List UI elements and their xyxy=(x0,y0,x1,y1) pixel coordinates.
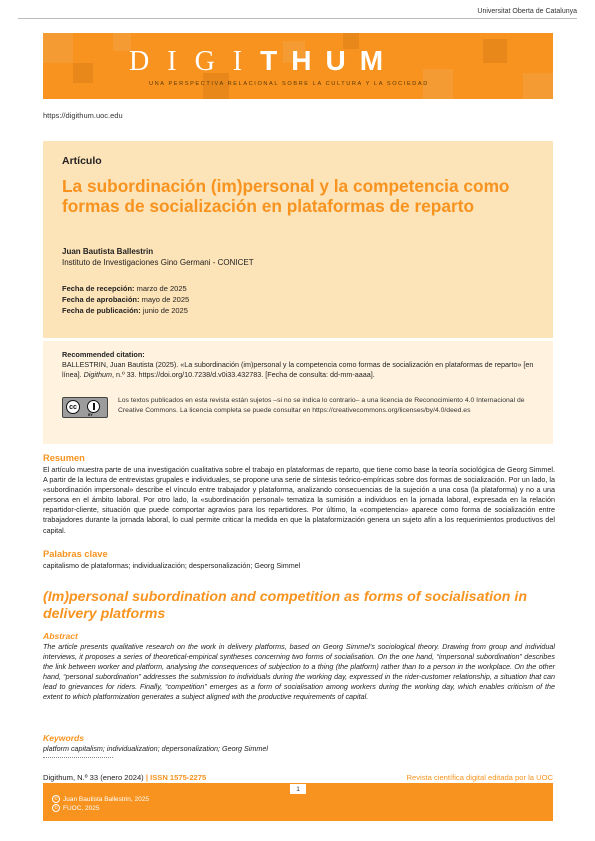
author-name: Juan Bautista Ballestrin xyxy=(62,247,154,256)
copyright-icon: © xyxy=(52,795,60,803)
resumen-heading: Resumen xyxy=(43,453,85,463)
citation-text: BALLESTRIN, Juan Bautista (2025). «La subordinación (im)personal y la competencia como formas de socialización en plataformas de reparto» [en línea]. Digithum, n.º 33. https://doi.org/10.7238/d.v0i33.432783. [Fecha de consulta: dd-mm-aaaa]. xyxy=(62,360,534,380)
citation-heading: Recommended citation: xyxy=(62,350,145,359)
date-approved: Fecha de aprobación: mayo de 2025 xyxy=(62,295,190,305)
copyright-icon: © xyxy=(52,804,60,812)
by-label: BY xyxy=(88,413,93,417)
dotted-divider xyxy=(43,757,113,758)
keywords-en-heading: Keywords xyxy=(43,733,85,743)
resumen-text: El artículo muestra parte de una investigación cualitativa sobre el trabajo en plataformas de reparto, que tiene como base la teoría sociológica de Georg Simmel. A partir de la lectura de entrevistas grupales e individuales, se propone una serie de síntesis teórico-empíricas sobre dos formas de socialización. Por un lado, la «subordinación impersonal» describe el vínculo entre trabajador y plataforma, analizando consecuencias de la sujeción a una cosa (la plataforma) y no a una persona en el ámbito laboral. Por otro lado, la «subordinación personal» tematiza la sumisión a individuos en la jornada laboral, expresada en la relación repartidor-cliente, situación que puede comportar agravios para los repartidores. Por último, la «competencia» aparece como forma de socialización entre trabajadores durante la jornada laboral, lo cual permite criticar la medida en que la plataformización genera un sujeto afín a los requerimientos productivos del capital. xyxy=(43,465,555,535)
journal-banner xyxy=(43,33,553,99)
license-text: Los textos publicados en esta revista están sujetos –si no se indica lo contrario– a una licencia de Reconocimiento 4.0 Internacional de Creative Commons. La licencia completa se puede consultar en https://creativecommons.org/licenses/by/4.0/deed.es xyxy=(118,397,525,414)
abstract-heading: Abstract xyxy=(43,631,78,641)
keywords-es-heading: Palabras clave xyxy=(43,549,108,559)
article-title: La subordinación (im)personal y la competencia como formas de socialización en plataformas de reparto xyxy=(62,176,510,216)
institution-name: Universitat Oberta de Catalunya xyxy=(477,8,577,15)
copyright-notice: © Juan Bautista Ballestrin, 2025 © FUOC, 2025 xyxy=(52,795,149,813)
article-type-label: Artículo xyxy=(62,155,102,167)
article-dates xyxy=(62,283,189,317)
keywords-en: platform capitalism; individualization; depersonalization; Georg Simmel xyxy=(43,744,268,753)
date-published: Fecha de publicación: junio de 2025 xyxy=(62,306,188,316)
page-number: 1 xyxy=(289,783,307,795)
journal-url-link[interactable]: https://digithum.uoc.edu xyxy=(43,111,123,120)
journal-logo: DIGITHUM xyxy=(129,45,398,77)
author-affiliation: Instituto de Investigaciones Gino Germani - CONICET xyxy=(62,258,254,267)
date-received: Fecha de recepción: marzo de 2025 xyxy=(62,284,187,293)
abstract-text: The article presents qualitative research on the work in delivery platforms, based on Georg Simmel’s sociological theory. Drawing from group and individual interviews, it proposes a series of theoretical-empirical syntheses concerning two forms of socialisation. On the one hand, “impersonal subordination” describes the link between worker and platform, analysing the consequences of subjection to a thing (the platform) rather than to a person in the workplace. On the other hand, “personal subordination” addresses the submission to individuals during the working day, expressed in the rider-customer relationship, a situation that can lead to grievances for riders. Finally, “competition” emerges as a form of socialisation among workers during the working day, which enables criticism of the extent to which platformization generates a subject aligned with the productive requirements of capital. xyxy=(43,642,555,702)
person-icon xyxy=(87,400,100,413)
journal-tagline: UNA PERSPECTIVA RELACIONAL SOBRE LA CULTURA Y LA SOCIEDAD xyxy=(149,81,429,87)
header-rule xyxy=(18,18,577,19)
cc-icon: cc xyxy=(66,400,80,414)
footer-publisher: Revista científica digital editada por la UOC xyxy=(406,773,553,782)
keywords-es: capitalismo de plataformas; individualización; despersonalización; Georg Simmel xyxy=(43,561,301,570)
footer-issue-info: Digithum, N.º 33 (enero 2024) | ISSN 1575-2275 xyxy=(43,773,207,782)
cc-by-license-icon[interactable] xyxy=(62,397,108,418)
english-title: (Im)personal subordination and competition as forms of socialisation in delivery platforms xyxy=(43,589,528,622)
